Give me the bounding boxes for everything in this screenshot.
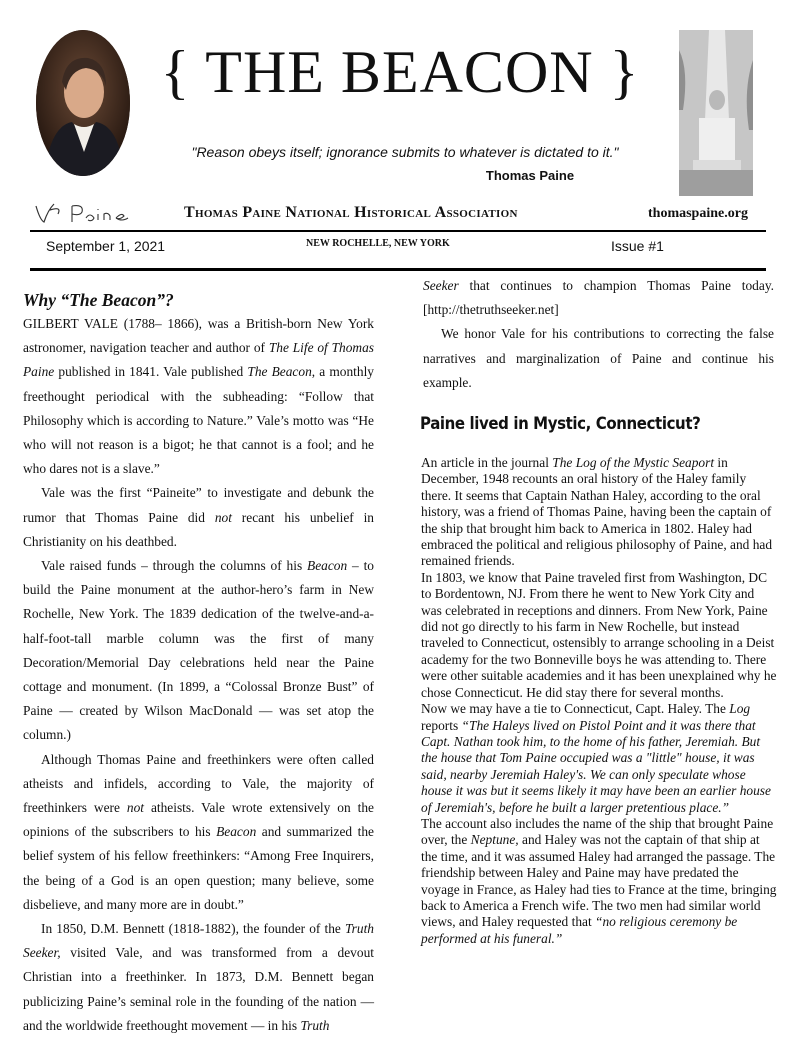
website-link[interactable]: thomaspaine.org [648, 206, 748, 221]
periodical-title: Beacon [216, 824, 257, 840]
issue-number: Issue #1 [611, 238, 664, 254]
association-name: Thomas Paine National Historical Association [184, 204, 518, 221]
paragraph [23, 481, 374, 554]
paragraph [421, 455, 777, 570]
article-heading-beacon: Why “The Beacon”? [23, 290, 174, 310]
text-run: atheists. Vale wrote extensively on the opinions of the subscribers to his [23, 800, 374, 840]
text-run: In 1850, D.M. Bennett (1818-1882), the founder of the [41, 921, 345, 937]
text-run: GILBERT VALE (1788– 1866), was a British-born New York astronomer, navigation teacher and author of [23, 316, 374, 356]
text-run: Although Thomas Paine and freethinkers were often called atheists and infidels, according to Vale, the majority of freethinkers were [23, 751, 374, 816]
text-run: that continues to champion Thomas Paine today. [http://thetruthseeker.net] [423, 278, 774, 318]
paragraph [421, 816, 777, 947]
ship-name: Neptune, [470, 832, 519, 848]
text-run: and summarized the belief system of his fellow freethinkers: “Among Free Inquirers, the being of a God is an open question; many believe, some disbelieve, and many more are in doubt.” [23, 824, 374, 912]
text-run: Vale was the first “Paineite” to investigate and debunk the rumor that Thomas Paine did [23, 485, 374, 525]
text-run: published in 1841. Vale published [54, 364, 248, 380]
masthead-title: { THE BEACON } [160, 39, 640, 105]
left-column [23, 288, 374, 1038]
quotation: “The Haleys lived on Pistol Point and it was there that Capt. Nathan took him, to the home of his father, Jeremiah. But the house that Tom Paine occupied was a "little" house, it was said, nearby Jeremiah Haley's. We can only speculate whose house it was but it seems likely it may have been an earlier house of Jeremiah's, before he built a larger pretentious place.” [421, 717, 771, 815]
paragraph: We honor Vale for his contributions to correcting the false narratives and marginalization of Paine and continue his example. [423, 326, 774, 390]
header-rule-thick [30, 268, 766, 271]
masthead-quote: "Reason obeys itself; ignorance submits to whatever is dictated to it." [191, 144, 619, 160]
emphasis: not [214, 509, 232, 525]
text-run: Vale raised funds – through the columns of his [41, 558, 308, 574]
right-column-continuation [423, 274, 774, 395]
paine-monument-photo [679, 30, 753, 196]
periodical-title: Truth [300, 1017, 330, 1033]
paragraph [23, 312, 374, 481]
text-run: An article in the journal [421, 455, 553, 470]
text-run: recant his unbelief in Christianity on his deathbed. [23, 509, 374, 549]
paragraph: In 1803, we know that Paine traveled first from Washington, DC to Bordentown, NJ. From there he went to New York City and was celebrated in receptions and dinners. From New York, Paine did not go directly to his farm in New Rochelle, but instead traveled to Connecticut, ostensibly to arrange schooling in a Deist academy for the two Bonneville boys he was attending to. There were other suitable academies and it has been unexplained why he chose Connecticut. He did stay there for several months. [421, 569, 777, 700]
text-run: The account also includes the name of the ship that brought Paine over, the [421, 815, 774, 848]
paragraph [23, 917, 374, 1038]
header-rule [30, 230, 766, 232]
dateline-place: NEW ROCHELLE, NEW YORK [306, 238, 450, 249]
journal-title: Log [729, 701, 751, 717]
paragraph [23, 554, 374, 748]
paragraph [423, 274, 774, 322]
article-heading-mystic: Paine lived in Mystic, Connecticut? [420, 413, 701, 434]
text-run: visited Vale, and was transformed from a devout Christian into a freethinker. In 1873, D.M. Bennett began publicizing Paine’s seminal role in the founding of the nation — and the worldwide freethought movement — in his [23, 945, 374, 1033]
text-run: and Haley was not the captain of that ship at the time, and it was assumed Haley had arranged the passage. The friendship between Haley and Paine may have predated the voyage in France, as Haley had ties to France at the time, bringing back to America a French wife. The two men had similar world views, and Haley requested that [421, 832, 777, 930]
issue-date: September 1, 2021 [46, 238, 166, 254]
thomas-paine-portrait [36, 30, 130, 176]
periodical-title: Truth Seeker, [23, 921, 374, 961]
book-title: The Life of Thomas Paine [23, 340, 374, 380]
text-run: , a monthly freethought periodical with the subheading: “Follow that Philosophy which is according to Nature.” Vale’s motto was “He who will not reason is a bigot; he that cannot is a fool; and he who dares not is a slave.” [23, 364, 374, 477]
periodical-title: The Beacon [247, 364, 312, 380]
right-column-article [421, 455, 777, 947]
text-run: – to build the Paine monument at the author-hero’s farm in New Rochelle, New York. The 1839 dedication of the twelve-and-a-half-foot-tall marble column was the first of many Decoration/Memorial Day celebrations held near the Paine cottage and monument. (In 1899, a “Colossal Bronze Bust” of Paine — created by Wilson MacDonald — was set atop the column.) [23, 558, 374, 743]
paragraph [23, 748, 374, 917]
journal-title: The Log of the Mystic Seaport [552, 455, 715, 470]
text-run: in December, 1948 recounts an oral history of the Haley family there. It seems that Captain Nathan Haley, according to the oral history, was a friend of Thomas Paine, having been the captain of the ship that brought him back to America in 1802. Haley had embraced the political and religious philosophy of Paine, and had remained friends. [421, 455, 773, 569]
periodical-title: Seeker [423, 278, 459, 293]
paine-signature [32, 200, 142, 228]
paragraph [421, 701, 777, 816]
quote-author: Thomas Paine [485, 168, 575, 183]
emphasis: not [126, 800, 144, 816]
text-run: Now we may have a tie to Connecticut, Capt. Haley. The [421, 701, 730, 717]
text-run: reports [421, 717, 462, 733]
quotation: “no religious ceremony be performed at his funeral.” [421, 914, 738, 946]
periodical-title: Beacon [307, 558, 348, 574]
